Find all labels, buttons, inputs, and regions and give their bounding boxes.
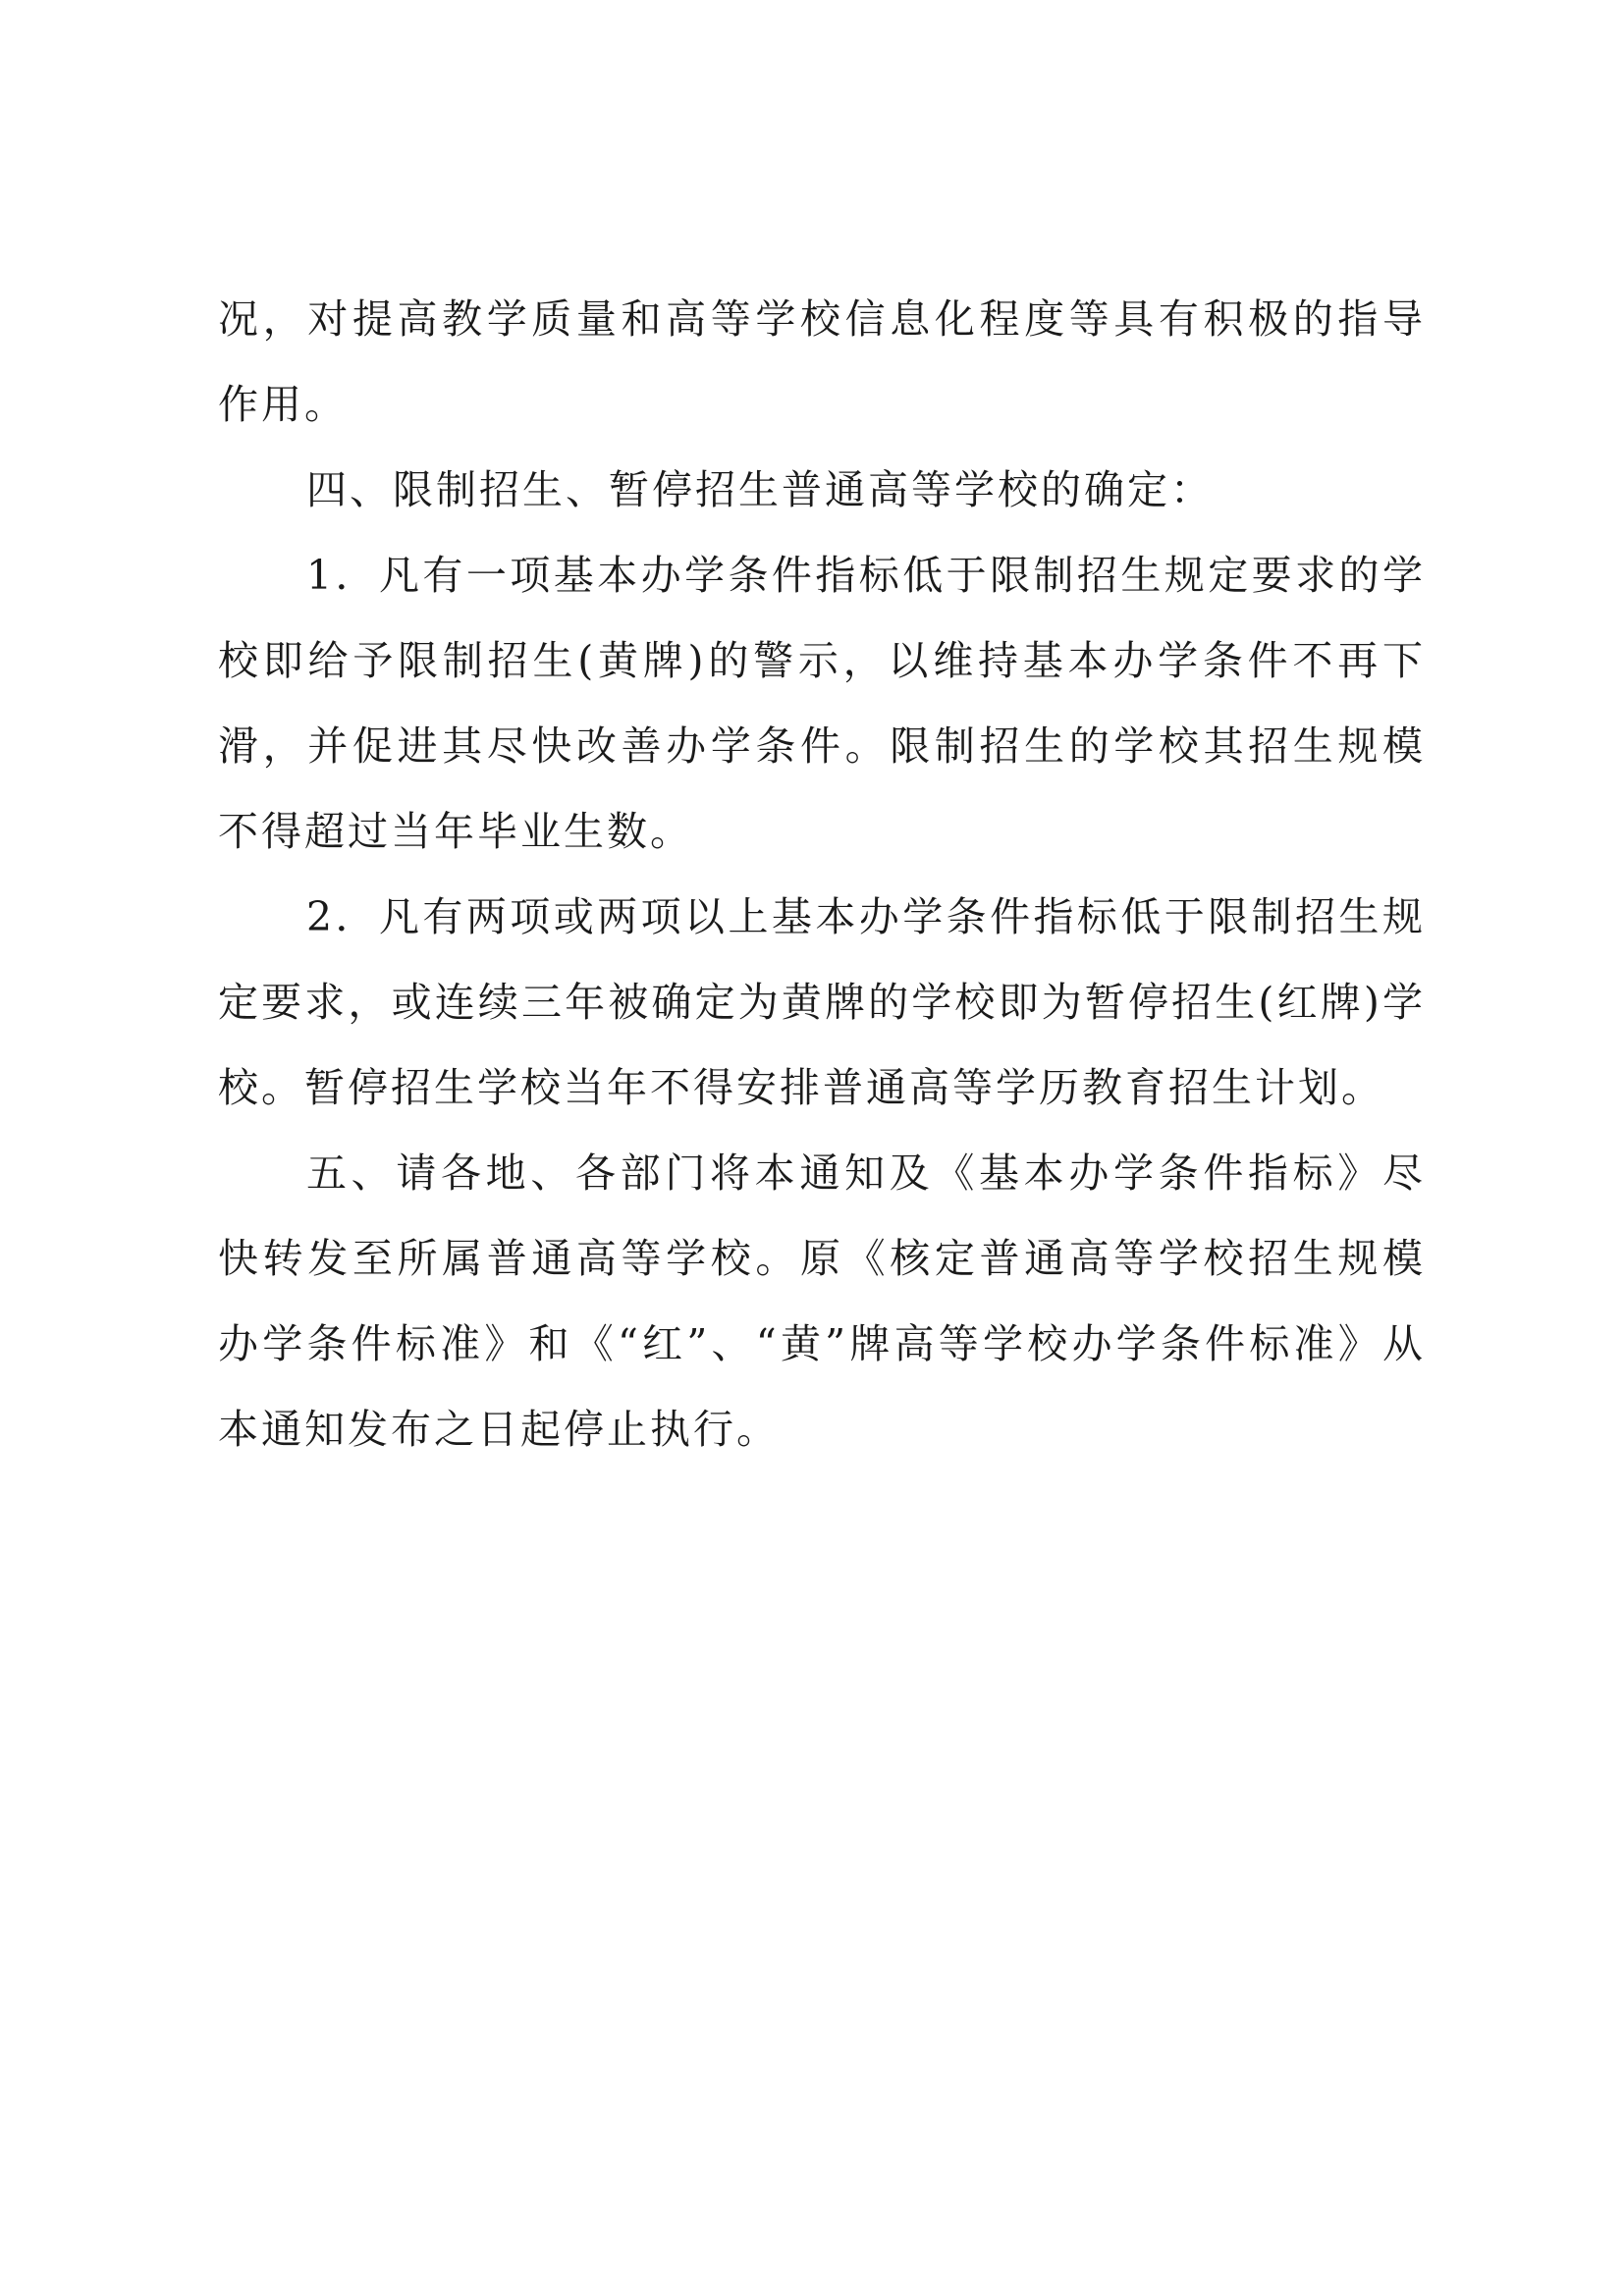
document-body — [218, 277, 1426, 1472]
paragraph-item-one: 1．凡有一项基本办学条件指标低于限制招生规定要求的学校即给予限制招生(黄牌)的警示，以维持基本办学条件不再下滑，并促进其尽快改善办学条件。限制招生的学校其招生规模不得超过当年毕业生数。 — [218, 552, 1426, 855]
paragraph-continuation: 况，对提高教学质量和高等学校信息化程度等具有积极的指导作用。 — [218, 295, 1426, 428]
paragraph-item-two: 2．凡有两项或两项以上基本办学条件指标低于限制招生规定要求，或连续三年被确定为黄牌的学校即为暂停招生(红牌)学校。暂停招生学校当年不得安排普通高等学历教育招生计划。 — [218, 893, 1426, 1111]
paragraph-section-five: 五、请各地、各部门将本通知及《基本办学条件指标》尽快转发至所属普通高等学校。原《核定普通高等学校招生规模办学条件标准》和《“红”、“黄”牌高等学校办学条件标准》从本通知发布之日起停止执行。 — [218, 1149, 1426, 1453]
paragraph-section-four-heading: 四、限制招生、暂停招生普通高等学校的确定： — [306, 466, 1214, 513]
